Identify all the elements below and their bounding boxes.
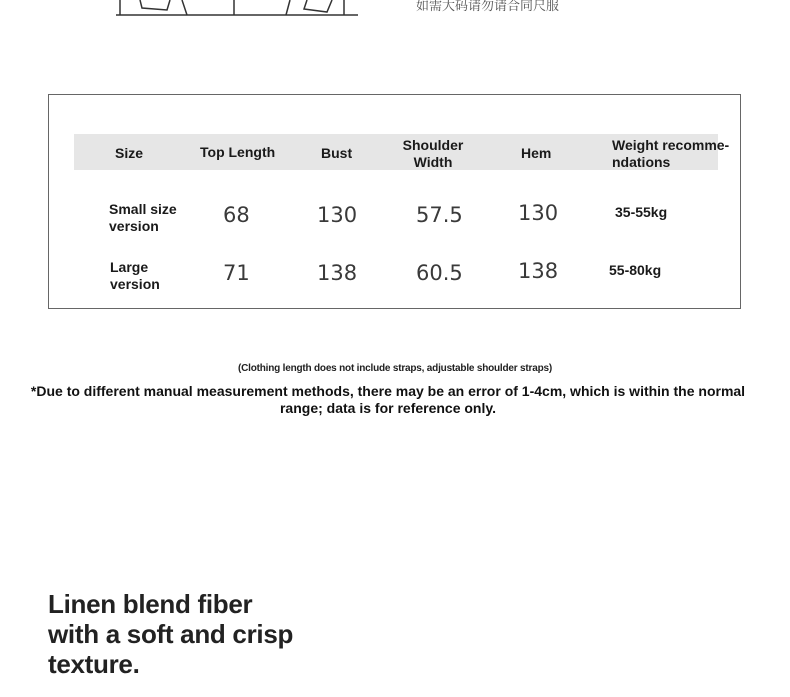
row-small-shoulder-width: 57.5 <box>416 203 463 227</box>
row-small-size-line1: Small size <box>109 201 177 217</box>
top-note: 如需大码请勿请合同尺服 <box>416 0 560 14</box>
header-weight-line1: Weight recomme- <box>612 137 730 153</box>
feature-heading-line3: texture. <box>48 649 140 679</box>
row-small-bust: 130 <box>317 203 358 227</box>
row-small-top-length: 68 <box>223 203 250 227</box>
size-chart-table <box>48 94 741 309</box>
row-small-weight: 35-55kg <box>615 204 668 220</box>
header-shoulder-line2: Width <box>413 154 453 170</box>
header-bust: Bust <box>321 145 353 161</box>
header-shoulder-width <box>383 137 483 171</box>
row-large-size-line1: Large <box>110 259 149 275</box>
row-large-size-label <box>110 259 160 293</box>
footnote-measurement-error: *Due to different manual measurement methods, there may be an error of 1-4cm, which is within the normal range; data is for reference only. <box>30 383 746 416</box>
footnote-clothing-length: (Clothing length does not include straps, adjustable shoulder straps) <box>237 363 552 374</box>
header-shoulder-line1: Shoulder <box>402 137 464 153</box>
header-top-length: Top Length <box>200 144 276 160</box>
garment-diagram-fragment <box>112 0 362 18</box>
row-small-size-line2: version <box>109 218 159 234</box>
header-weight <box>612 137 742 171</box>
row-large-size-line2: version <box>110 276 160 292</box>
header-weight-line2: ndations <box>612 154 671 170</box>
row-large-hem: 138 <box>518 259 559 283</box>
row-small-hem: 130 <box>518 201 559 225</box>
feature-heading <box>48 589 348 679</box>
row-large-weight: 55-80kg <box>609 262 662 278</box>
feature-heading-line2: with a soft and crisp <box>48 619 294 649</box>
row-large-bust: 138 <box>317 261 358 285</box>
header-hem: Hem <box>521 145 552 161</box>
row-large-shoulder-width: 60.5 <box>416 261 463 285</box>
header-size: Size <box>115 145 144 161</box>
row-small-size-label <box>109 201 177 235</box>
row-large-top-length: 71 <box>223 261 250 285</box>
feature-heading-line1: Linen blend fiber <box>48 589 253 619</box>
